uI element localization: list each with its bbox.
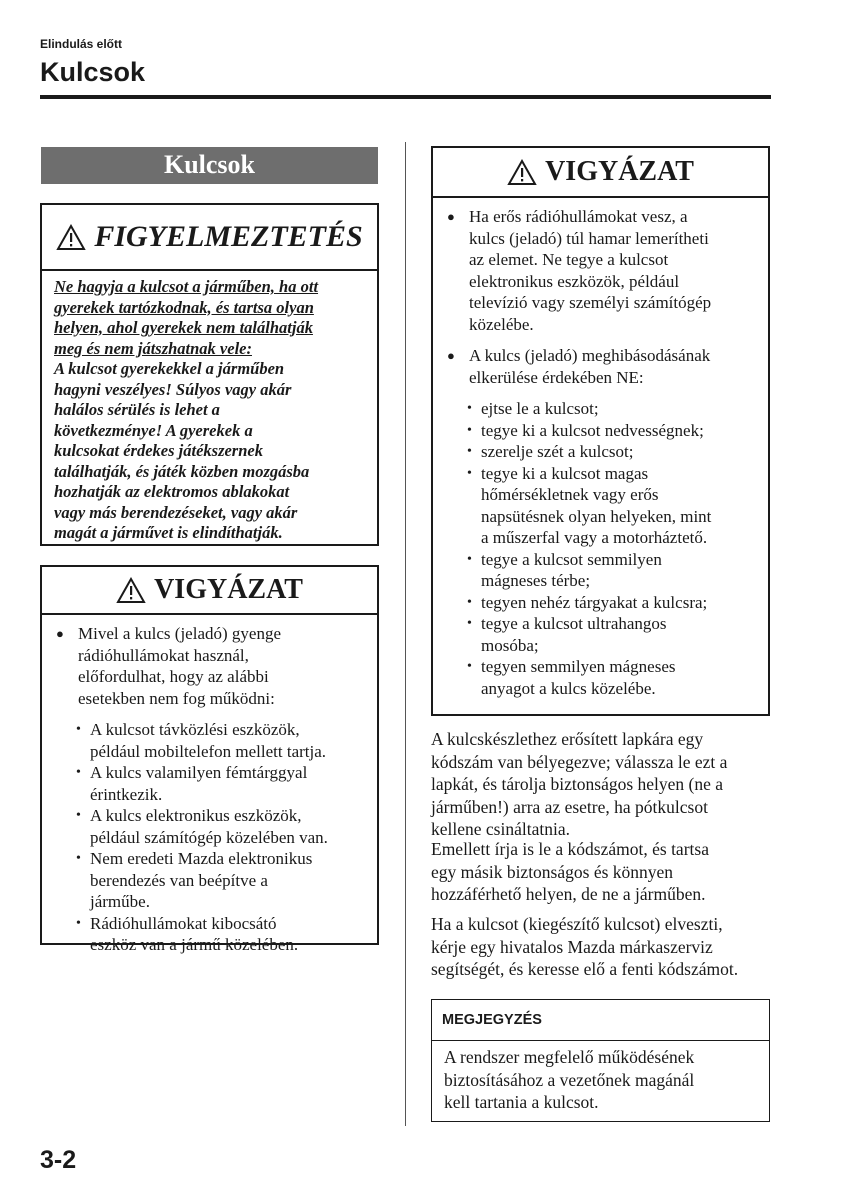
text-line: kell tartania a kulcsot.	[444, 1092, 599, 1112]
text-line: esetekben nem fog működni:	[78, 688, 275, 708]
warning-line: Ne hagyja a kulcsot a járműben, ha ott	[54, 277, 319, 296]
sub-list	[467, 398, 758, 699]
text-line: mosóba;	[481, 635, 539, 655]
text-line: biztosításához a vezetőnek magánál	[444, 1069, 695, 1090]
text-line: ejtse le a kulcsot;	[481, 399, 599, 418]
text-line: segítségét, és keresse elő a fenti kódszámot.	[431, 959, 739, 979]
warning-line: hagyni veszélyes! Súlyos vagy akár	[54, 379, 292, 399]
sub-bullet: •	[467, 659, 472, 674]
text-line: például számítógép közelében van.	[90, 827, 328, 847]
note-heading: MEGJEGYZÉS	[432, 1000, 769, 1041]
warning-line: gyerekek tartózkodnak, és tartsa olyan	[54, 297, 314, 317]
text-line: A kulcs (jeladó) meghibásodásának	[469, 346, 711, 365]
text-line: tegye ki a kulcsot nedvességnek;	[481, 420, 704, 440]
text-line: A kulcs elektronikus eszközök,	[90, 806, 302, 825]
warning-line: következménye! A gyerekek a	[54, 420, 253, 440]
text-line: elektronikus eszközök, például	[469, 271, 680, 291]
text-line: tegyen nehéz tárgyakat a kulcsra;	[481, 592, 708, 612]
sub-list-item	[467, 463, 758, 549]
text-line: elkerülése érdekében NE:	[469, 367, 644, 387]
text-line: kérje egy hivatalos Mazda márkaszerviz	[431, 936, 713, 957]
text-line: járműbe.	[90, 892, 150, 911]
sub-list-item	[467, 592, 758, 614]
warning-line: hozhatják az elektromos ablakokat	[54, 482, 290, 501]
text-line: előfordulhat, hogy az alábbi	[78, 667, 269, 686]
text-line: hőmérsékletnek vagy erős	[481, 485, 659, 504]
sub-list-item	[467, 613, 758, 656]
text-line: anyagot a kulcs közelébe.	[481, 678, 656, 698]
text-line: Rádióhullámokat kibocsátó	[90, 913, 277, 933]
note-box	[431, 999, 770, 1122]
sub-bullet: •	[76, 851, 81, 866]
text-line: járműben!) arra az esetre, ha pótkulcsot	[431, 796, 708, 817]
paragraph-code-number	[431, 728, 776, 841]
page-number: 3-2	[40, 1146, 77, 1174]
text-line: az elemet. Ne tegye a kulcsot	[469, 250, 669, 269]
text-line: rádióhullámokat használ,	[78, 645, 249, 665]
sub-list-item	[76, 805, 367, 848]
text-line: mágneses térbe;	[481, 571, 591, 590]
text-line: egy másik biztonságos és könnyen	[431, 861, 674, 882]
text-line: szerelje szét a kulcsot;	[481, 442, 634, 461]
caution-heading: VIGYÁZAT	[154, 574, 303, 605]
text-line: tegye a kulcsot semmilyen	[481, 549, 662, 569]
caution-box-right	[431, 146, 770, 716]
paragraph-lost-key	[431, 913, 776, 981]
text-line: Ha erős rádióhullámokat vesz, a	[469, 207, 688, 226]
text-line: érintkezik.	[90, 784, 163, 804]
text-line: napsütésnek olyan helyeken, mint	[481, 506, 712, 526]
warning-line: vagy más berendezéseket, vagy akár	[54, 502, 298, 522]
text-line: tegye a kulcsot ultrahangos	[481, 614, 667, 633]
list-item	[54, 623, 367, 709]
text-line: például mobiltelefon mellett tartja.	[90, 741, 327, 761]
page-title: Kulcsok	[40, 57, 146, 87]
sub-list-item	[467, 441, 758, 463]
list-item	[445, 345, 758, 388]
sub-bullet: •	[467, 594, 472, 610]
text-line: Mivel a kulcs (jeladó) gyenge	[78, 624, 281, 643]
text-line: A kulcsot távközlési eszközök,	[90, 720, 300, 739]
caution-header	[433, 148, 768, 198]
warning-triangle-icon	[507, 159, 537, 186]
text-line: A kulcskészlethez erősített lapkára egy	[431, 729, 704, 749]
warning-line: magát a járművet is elindíthatják.	[54, 523, 283, 542]
warning-body	[42, 271, 377, 544]
warning-line: halálos sérülés is lehet a	[54, 400, 220, 419]
text-line: tegyen semmilyen mágneses	[481, 657, 676, 676]
sub-list-item	[76, 719, 367, 762]
text-line: A kulcs valamilyen fémtárggyal	[90, 763, 308, 782]
caution-header	[42, 567, 377, 615]
sub-bullet: •	[76, 765, 81, 780]
warning-triangle-icon	[56, 224, 86, 251]
sub-bullet: •	[76, 722, 81, 737]
sub-list-item	[76, 913, 367, 956]
text-line: a műszerfal vagy a motorháztető.	[481, 528, 708, 547]
text-line: kódszám van bélyegezve; válassza le ezt a	[431, 751, 728, 772]
warning-line: helyen, ahol gyerekek nem találhatják	[54, 318, 313, 337]
text-line: Emellett írja is le a kódszámot, és tartsa	[431, 839, 709, 859]
sub-list-item	[467, 656, 758, 699]
breadcrumb: Elindulás előtt	[40, 37, 123, 51]
warning-box	[40, 203, 379, 546]
sub-bullet: •	[467, 551, 472, 567]
sub-list-item	[467, 549, 758, 592]
text-line: Nem eredeti Mazda elektronikus	[90, 849, 313, 868]
note-body	[432, 1041, 769, 1114]
text-line: közelébe.	[469, 314, 534, 334]
sub-list-item	[467, 420, 758, 442]
caution-heading: VIGYÁZAT	[545, 156, 694, 187]
text-line: eszköz van a jármű közelében.	[90, 935, 299, 954]
section-title: Kulcsok	[163, 150, 256, 179]
paragraph-write-down	[431, 838, 776, 906]
text-line: hozzáférhető helyen, de ne a járműben.	[431, 884, 706, 904]
list-item	[445, 206, 758, 335]
text-line: Ha a kulcsot (kiegészítő kulcsot) elveszti,	[431, 914, 723, 934]
warning-heading: FIGYELMEZTETÉS	[94, 220, 363, 253]
warning-line: A kulcsot gyerekekkel a járműben	[54, 359, 285, 378]
text-line: tegye ki a kulcsot magas	[481, 463, 649, 483]
sub-list-item	[76, 762, 367, 805]
sub-bullet: •	[467, 401, 472, 416]
text-line: lapkát, és tárolja biztonságos helyen (ne a	[431, 774, 724, 794]
section-title-bar	[41, 147, 378, 184]
sub-bullet: •	[467, 422, 472, 438]
warning-line: találhatják, és játék közben mozgásba	[54, 461, 310, 481]
caution-body	[42, 615, 377, 956]
sub-bullet: •	[467, 465, 472, 481]
text-line: kulcs (jeladó) túl hamar lemerítheti	[469, 228, 709, 248]
warning-line: kulcsokat érdekes játékszernek	[54, 441, 263, 460]
column-divider	[405, 142, 406, 1126]
sub-list-item	[467, 398, 758, 420]
sub-bullet: •	[467, 444, 472, 459]
warning-header	[42, 205, 377, 271]
text-line: A rendszer megfelelő működésének	[444, 1047, 695, 1067]
sub-bullet: •	[76, 915, 81, 931]
caution-body	[433, 198, 768, 699]
sub-list	[76, 719, 367, 956]
header-rule	[40, 95, 771, 99]
sub-bullet: •	[467, 616, 472, 631]
text-line: kellene csináltatnia.	[431, 819, 570, 839]
sub-list-item	[76, 848, 367, 913]
text-line: televízió vagy személyi számítógép	[469, 293, 712, 312]
bullet: ●	[447, 348, 455, 363]
warning-triangle-icon	[116, 577, 146, 604]
caution-box-left	[40, 565, 379, 954]
warning-line: meg és nem játszhatnak vele:	[54, 338, 252, 358]
text-line: berendezés van beépítve a	[90, 870, 268, 890]
bullet: ●	[447, 209, 455, 224]
sub-bullet: •	[76, 808, 81, 823]
bullet: ●	[56, 626, 64, 641]
